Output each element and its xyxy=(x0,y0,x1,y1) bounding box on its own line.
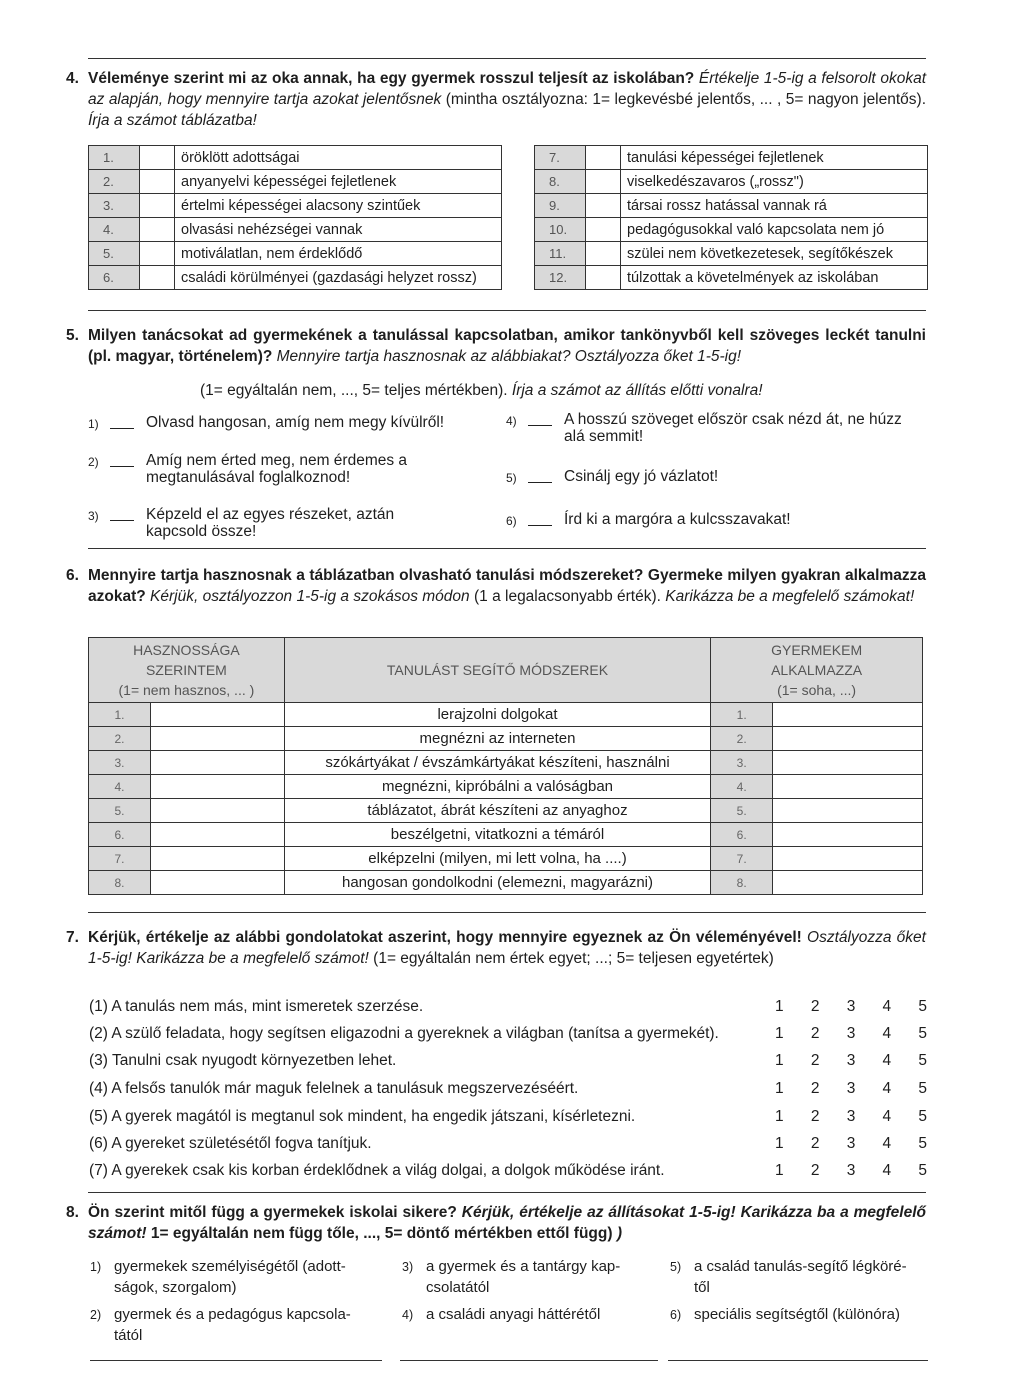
scale-text: (1= egyáltalán nem, ..., 5= teljes mértékben). xyxy=(200,382,508,399)
item-text-line: A hosszú szöveget először csak nézd át, ne húzz xyxy=(564,411,902,428)
score-cell[interactable] xyxy=(586,266,621,290)
answer-line[interactable] xyxy=(668,1360,928,1361)
advice-item xyxy=(88,452,488,492)
score-cell[interactable] xyxy=(140,146,175,170)
question-text xyxy=(88,927,926,969)
question-italic: Mennyire tartja hasznosnak az alábbiakat? Osztályozza őket 1-5-ig! xyxy=(276,348,742,365)
reasons-table-right xyxy=(534,145,928,290)
question-text xyxy=(88,1202,926,1244)
rating-scale xyxy=(775,1135,927,1153)
usefulness-cell[interactable] xyxy=(150,799,284,823)
item-text-line: alá semmit! xyxy=(564,428,644,445)
frequency-cell[interactable] xyxy=(773,847,923,871)
item-key: 4) xyxy=(402,1308,414,1322)
item-text xyxy=(146,506,394,540)
item-key: 2) xyxy=(88,455,99,469)
table-row xyxy=(89,170,502,194)
question-bold: Kérjük, értékelje az alábbi gondolatokat aszerint, hogy mennyire egyeznek az Ön véleményével! xyxy=(88,929,802,946)
statement-row xyxy=(89,1162,929,1184)
factor-item xyxy=(670,1304,930,1328)
row-number: 1. xyxy=(711,703,773,727)
row-number: 5. xyxy=(89,799,151,823)
row-number: 1. xyxy=(89,703,151,727)
row-number: 3. xyxy=(89,751,151,775)
advice-item xyxy=(506,411,926,451)
method-label: hangosan gondolkodni (elemezni, magyarázni) xyxy=(284,871,710,895)
rating-option[interactable]: 3 xyxy=(846,1080,856,1097)
reason-label: családi körülményei (gazdasági helyzet rossz) xyxy=(175,266,502,290)
advice-item xyxy=(506,511,926,533)
method-label: szókártyákat / évszámkártyákat készíteni, használni xyxy=(284,751,710,775)
header-line: (1= nem hasznos, ... ) xyxy=(118,682,255,698)
usefulness-cell[interactable] xyxy=(150,775,284,799)
rating-option[interactable]: 2 xyxy=(810,1162,820,1179)
usefulness-cell[interactable] xyxy=(150,823,284,847)
row-number: 4. xyxy=(89,775,151,799)
item-text: Olvasd hangosan, amíg nem megy kívülről! xyxy=(146,414,445,431)
usefulness-cell[interactable] xyxy=(150,727,284,751)
item-text-line: a család tanulás-segítő légköré- xyxy=(694,1258,907,1275)
rating-option[interactable]: 5 xyxy=(918,1052,927,1069)
rating-option[interactable]: 1 xyxy=(775,1052,784,1069)
rating-option[interactable]: 5 xyxy=(918,1135,927,1152)
table-row xyxy=(89,194,502,218)
factor-item xyxy=(402,1304,662,1328)
section-divider xyxy=(88,548,926,549)
rating-option[interactable]: 1 xyxy=(775,1080,784,1097)
question-instruction: Kérjük, értékelje az állításokat 1-5-ig! Karikázza ba a megfelelő számot! xyxy=(88,1204,926,1242)
reason-label: túlzottak a követelmények az iskolában xyxy=(621,266,928,290)
top-rule xyxy=(88,58,926,59)
statement-row xyxy=(89,1080,929,1102)
row-number: 5. xyxy=(711,799,773,823)
item-text-line: gyermek és a pedagógus kapcsola- xyxy=(114,1306,351,1323)
rating-option[interactable]: 5 xyxy=(918,1108,927,1125)
method-label: táblázatot, ábrát készíteni az anyaghoz xyxy=(284,799,710,823)
method-label: megnézni, kipróbálni a valóságban xyxy=(284,775,710,799)
item-text: Írd ki a margóra a kulcsszavakat! xyxy=(564,511,791,528)
item-key: 3) xyxy=(402,1260,414,1274)
answer-line[interactable] xyxy=(110,466,134,467)
row-number: 6. xyxy=(89,266,140,290)
rating-option[interactable]: 4 xyxy=(882,1025,892,1042)
row-number: 7. xyxy=(711,847,773,871)
table-row xyxy=(89,751,923,775)
item-text xyxy=(114,1304,351,1346)
header-line: HASZNOSSÁGA xyxy=(133,642,240,658)
row-number: 1. xyxy=(89,146,140,170)
reason-label: szülei nem következetesek, segítőkészek xyxy=(621,242,928,266)
item-key: 4) xyxy=(506,414,517,428)
item-text xyxy=(426,1256,620,1298)
frequency-cell[interactable] xyxy=(773,799,923,823)
reason-label: tanulási képességei fejletlenek xyxy=(621,146,928,170)
methods-table xyxy=(88,637,923,895)
rating-scale xyxy=(775,1025,927,1043)
usefulness-cell[interactable] xyxy=(150,847,284,871)
answer-line[interactable] xyxy=(110,520,134,521)
table-row xyxy=(89,218,502,242)
question-number: 8. xyxy=(66,1204,79,1221)
item-key: 1) xyxy=(88,417,99,431)
rating-option[interactable]: 3 xyxy=(846,1135,856,1152)
statement-text: (3) Tanulni csak nyugodt környezetben lehet. xyxy=(89,1052,397,1069)
row-number: 8. xyxy=(711,871,773,895)
advice-item xyxy=(88,414,488,436)
table-row xyxy=(89,871,923,895)
item-key: 5) xyxy=(670,1260,682,1274)
row-number: 6. xyxy=(711,823,773,847)
table-row xyxy=(89,703,923,727)
item-key: 6) xyxy=(670,1308,682,1322)
table-row xyxy=(89,823,923,847)
statement-row xyxy=(89,1052,929,1074)
rating-option[interactable]: 3 xyxy=(846,998,856,1015)
rating-option[interactable]: 4 xyxy=(882,1162,892,1179)
item-text: Csinálj egy jó vázlatot! xyxy=(564,468,719,485)
score-cell[interactable] xyxy=(140,194,175,218)
row-number: 7. xyxy=(535,146,586,170)
rating-option[interactable]: 1 xyxy=(775,1108,784,1125)
item-text: speciális segítségtől (különóra) xyxy=(694,1306,900,1323)
rating-option[interactable]: 4 xyxy=(882,1108,892,1125)
factor-item xyxy=(90,1256,390,1300)
rating-option[interactable]: 2 xyxy=(810,998,820,1015)
rating-scale xyxy=(775,998,927,1016)
item-key: 5) xyxy=(506,471,517,485)
question-6 xyxy=(66,565,926,607)
statement-text: (7) A gyerekek csak kis korban érdeklődnek a világ dolgai, a dolgok működése iránt. xyxy=(89,1162,665,1179)
question-number: 6. xyxy=(66,567,79,584)
row-number: 4. xyxy=(711,775,773,799)
item-key: 1) xyxy=(90,1260,102,1274)
question-bold: Milyen tanácsokat ad gyermekének a tanulással kapcsolatban, amikor tankönyvből kell szöveges leckét tanulni (pl. magyar, történelem)? xyxy=(88,327,926,365)
row-number: 2. xyxy=(89,170,140,194)
method-label: lerajzolni dolgokat xyxy=(284,703,710,727)
rating-option[interactable]: 5 xyxy=(918,1080,927,1097)
item-text-line: kapcsold össze! xyxy=(146,523,257,540)
table-header-row xyxy=(89,638,923,703)
table-row xyxy=(535,242,928,266)
question-text xyxy=(88,565,926,607)
table-row xyxy=(89,242,502,266)
row-number: 3. xyxy=(711,751,773,775)
score-cell[interactable] xyxy=(586,194,621,218)
question-5 xyxy=(66,325,926,367)
rating-option[interactable]: 3 xyxy=(846,1108,856,1125)
method-label: beszélgetni, vitatkozni a témáról xyxy=(284,823,710,847)
question-5-scale xyxy=(200,382,763,400)
table-row xyxy=(535,266,928,290)
rating-option[interactable]: 3 xyxy=(846,1052,856,1069)
item-text-line: Képzeld el az egyes részeket, aztán xyxy=(146,506,395,523)
item-text xyxy=(564,411,902,445)
question-italic: Értékelje 1-5-ig a felsorolt okokat az alapján, hogy mennyire tartja azokat jelentősnek xyxy=(88,70,927,108)
rating-option[interactable]: 1 xyxy=(775,998,784,1015)
item-text-line: Amíg nem érted meg, nem érdemes a xyxy=(146,452,408,469)
question-number: 5. xyxy=(66,327,79,344)
closing-paren: ) xyxy=(616,1225,622,1242)
table-row xyxy=(89,727,923,751)
question-instruction: Írja a számot táblázatba! xyxy=(88,112,257,129)
rating-option[interactable]: 2 xyxy=(810,1052,820,1069)
row-number: 7. xyxy=(89,847,151,871)
usefulness-cell[interactable] xyxy=(150,751,284,775)
header-line: SZERINTEM xyxy=(145,662,227,678)
reason-label: társai rossz hatással vannak rá xyxy=(621,194,928,218)
reason-label: anyanyelvi képességei fejletlenek xyxy=(175,170,502,194)
reason-label: motiválatlan, nem érdeklődő xyxy=(175,242,502,266)
question-italic: Osztályozza őket 1-5-ig! Karikázza be a megfelelő számot! xyxy=(88,929,926,967)
rating-scale xyxy=(775,1162,927,1180)
row-number: 5. xyxy=(89,242,140,266)
table-row xyxy=(89,799,923,823)
rating-option[interactable]: 2 xyxy=(810,1108,820,1125)
item-text: a családi anyagi háttérétől xyxy=(426,1306,601,1323)
item-text-line: ságok, szorgalom) xyxy=(114,1279,237,1296)
frequency-cell[interactable] xyxy=(773,775,923,799)
question-bold: Véleménye szerint mi az oka annak, ha egy gyermek rosszul teljesít az iskolában? xyxy=(88,70,695,87)
item-text-line: től xyxy=(694,1279,710,1296)
statement-row xyxy=(89,1135,929,1157)
question-scale: (1= egyáltalán nem értek egyet; ...; xyxy=(373,950,613,967)
factor-item xyxy=(670,1256,930,1300)
factor-item xyxy=(90,1304,390,1348)
question-bold: Ön szerint mitől függ a gyermekek iskolai sikere? xyxy=(88,1204,457,1221)
rating-option[interactable]: 5 xyxy=(918,1025,927,1042)
statement-text: (1) A tanulás nem más, mint ismeretek szerzése. xyxy=(89,998,424,1015)
rating-scale xyxy=(775,1108,927,1126)
question-number: 4. xyxy=(66,70,79,87)
question-scale: (mintha osztályozna: 1= legkevésbé jelentős, ... , 5= nagyon jelentős). xyxy=(445,91,927,108)
reason-label: öröklött adottságai xyxy=(175,146,502,170)
table-row xyxy=(535,218,928,242)
item-text-line: tától xyxy=(114,1327,143,1344)
answer-line[interactable] xyxy=(528,425,552,426)
rating-scale xyxy=(775,1080,927,1098)
table-row xyxy=(89,266,502,290)
question-4 xyxy=(66,68,926,131)
rating-option[interactable]: 4 xyxy=(882,1080,892,1097)
answer-line[interactable] xyxy=(400,1360,658,1361)
header-line: (1= soha, ...) xyxy=(777,682,857,698)
row-number: 9. xyxy=(535,194,586,218)
row-number: 8. xyxy=(535,170,586,194)
score-cell[interactable] xyxy=(586,218,621,242)
table-row xyxy=(535,146,928,170)
advice-item xyxy=(506,468,926,490)
reason-label: pedagógusokkal való kapcsolata nem jó xyxy=(621,218,928,242)
item-text-line: a gyermek és a tantárgy kap- xyxy=(426,1258,621,1275)
question-instruction: Karikázza be a megfelelő számokat! xyxy=(665,588,915,605)
question-number: 7. xyxy=(66,929,79,946)
row-number: 2. xyxy=(711,727,773,751)
statement-row xyxy=(89,1108,929,1130)
question-bold: Mennyire tartja hasznosnak a táblázatban olvasható tanulási módszereket? Gyermeke milyen gyakran alkalmazza azokat? xyxy=(88,567,926,605)
header-methods: TANULÁST SEGÍTŐ MÓDSZEREK xyxy=(284,638,710,703)
score-cell[interactable] xyxy=(586,146,621,170)
method-label: megnézni az interneten xyxy=(284,727,710,751)
rating-option[interactable]: 5 xyxy=(918,998,927,1015)
rating-option[interactable]: 3 xyxy=(846,1162,856,1179)
section-divider xyxy=(88,1192,926,1193)
score-cell[interactable] xyxy=(140,266,175,290)
statement-text: (4) A felsős tanulók már maguk felelnek a tanulásuk megszervezéséért. xyxy=(89,1080,579,1097)
rating-option[interactable]: 3 xyxy=(846,1025,856,1042)
scale-instruction: Írja a számot az állítás előtti vonalra! xyxy=(511,382,763,399)
score-cell[interactable] xyxy=(586,170,621,194)
item-key: 6) xyxy=(506,514,517,528)
header-line: ALKALMAZZA xyxy=(771,662,863,678)
rating-option[interactable]: 4 xyxy=(882,1135,892,1152)
score-cell[interactable] xyxy=(140,218,175,242)
row-number: 11. xyxy=(535,242,586,266)
frequency-cell[interactable] xyxy=(773,703,923,727)
reason-label: viselkedészavaros („rossz") xyxy=(621,170,928,194)
question-scale: 1= egyáltalán nem függ tőle, ..., 5= döntő mértékben ettől függ) xyxy=(150,1225,613,1242)
item-text xyxy=(114,1256,346,1298)
section-divider xyxy=(88,310,926,311)
question-text xyxy=(88,325,926,367)
rating-scale xyxy=(775,1052,927,1070)
item-text-line: csolatától xyxy=(426,1279,490,1296)
rating-option[interactable]: 4 xyxy=(882,1052,892,1069)
rating-option[interactable]: 4 xyxy=(882,998,892,1015)
usefulness-cell[interactable] xyxy=(150,703,284,727)
row-number: 10. xyxy=(535,218,586,242)
item-text xyxy=(694,1256,907,1298)
header-line: GYERMEKEM xyxy=(771,642,863,658)
rating-option[interactable]: 2 xyxy=(810,1080,820,1097)
statement-text: (2) A szülő feladata, hogy segítsen eligazodni a gyereknek a világban (tanítsa a gyermekét). xyxy=(89,1025,719,1042)
header-usefulness xyxy=(89,638,285,703)
table-row xyxy=(89,847,923,871)
rating-option[interactable]: 1 xyxy=(775,1135,784,1152)
score-cell[interactable] xyxy=(140,170,175,194)
frequency-cell[interactable] xyxy=(773,871,923,895)
reason-label: értelmi képességei alacsony szintűek xyxy=(175,194,502,218)
statement-text: (5) A gyerek magától is megtanul sok mindent, ha engedik játszani, kísérletezni. xyxy=(89,1108,636,1125)
rating-option[interactable]: 2 xyxy=(810,1025,820,1042)
answer-line[interactable] xyxy=(528,482,552,483)
item-key: 3) xyxy=(88,509,99,523)
rating-option[interactable]: 1 xyxy=(775,1162,784,1179)
answer-line[interactable] xyxy=(528,525,552,526)
factor-item xyxy=(402,1256,662,1300)
row-number: 3. xyxy=(89,194,140,218)
rating-option[interactable]: 5 xyxy=(918,1162,927,1179)
score-cell[interactable] xyxy=(140,242,175,266)
frequency-cell[interactable] xyxy=(773,751,923,775)
advice-item xyxy=(88,506,488,546)
row-number: 4. xyxy=(89,218,140,242)
method-label: elképzelni (milyen, mi lett volna, ha ....) xyxy=(284,847,710,871)
statement-row xyxy=(89,998,929,1020)
frequency-cell[interactable] xyxy=(773,727,923,751)
answer-line[interactable] xyxy=(90,1360,382,1361)
header-frequency xyxy=(711,638,923,703)
item-text xyxy=(146,452,407,486)
usefulness-cell[interactable] xyxy=(150,871,284,895)
question-italic: Kérjük, osztályozzon 1-5-ig a szokásos módon xyxy=(150,588,470,605)
statement-text: (6) A gyereket születésétől fogva tanítjuk. xyxy=(89,1135,372,1152)
table-row xyxy=(535,170,928,194)
table-row xyxy=(89,146,502,170)
section-divider xyxy=(88,912,926,913)
row-number: 2. xyxy=(89,727,151,751)
table-row xyxy=(89,775,923,799)
question-scale: 5= teljesen egyetértek) xyxy=(616,950,774,967)
question-8 xyxy=(66,1202,926,1244)
question-scale: (1 a legalacsonyabb érték). xyxy=(473,588,661,605)
row-number: 8. xyxy=(89,871,151,895)
rating-option[interactable]: 1 xyxy=(775,1025,784,1042)
item-text-line: megtanulásával foglalkoznod! xyxy=(146,469,351,486)
score-cell[interactable] xyxy=(586,242,621,266)
rating-option[interactable]: 2 xyxy=(810,1135,820,1152)
item-text-line: gyermekek személyiségétől (adott- xyxy=(114,1258,346,1275)
table-row xyxy=(535,194,928,218)
reasons-table-left xyxy=(88,145,502,290)
row-number: 6. xyxy=(89,823,151,847)
reason-label: olvasási nehézségei vannak xyxy=(175,218,502,242)
statement-row xyxy=(89,1025,929,1047)
question-text xyxy=(88,68,926,131)
item-key: 2) xyxy=(90,1308,102,1322)
question-7 xyxy=(66,927,926,969)
answer-line[interactable] xyxy=(110,428,134,429)
frequency-cell[interactable] xyxy=(773,823,923,847)
row-number: 12. xyxy=(535,266,586,290)
